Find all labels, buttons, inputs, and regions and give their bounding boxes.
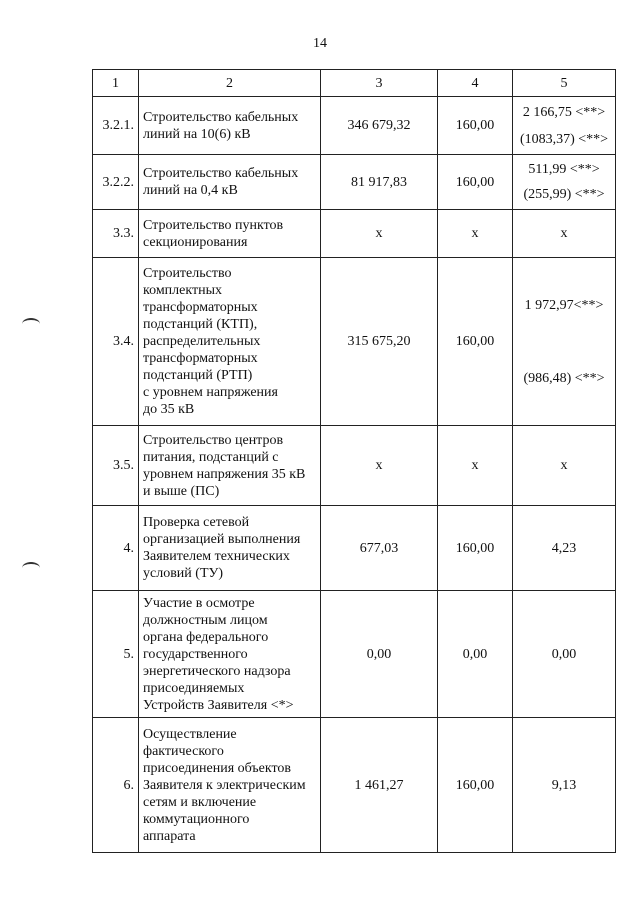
value-col-5	[513, 155, 616, 210]
table-row	[93, 258, 616, 426]
service-name-line: и выше (ПС)	[143, 483, 220, 499]
value-col-4: 160,00	[438, 506, 513, 591]
value-col-4: х	[438, 426, 513, 506]
value-col-3: 677,03	[321, 506, 438, 591]
service-name-line: энергетического надзора	[143, 663, 291, 679]
row-number: 3.4.	[93, 258, 139, 426]
service-name-line: условий (ТУ)	[143, 566, 224, 581]
service-name-line: Заявителя к электрическим	[143, 777, 306, 793]
table-header-row	[93, 70, 616, 97]
service-name	[139, 258, 321, 426]
service-name-line: аппарата	[143, 828, 196, 844]
value-col-5-line: (255,99) <**>	[523, 187, 605, 202]
service-name	[139, 591, 321, 718]
service-name-line: линий на 0,4 кВ	[143, 183, 238, 198]
service-name-line: до 35 кВ	[143, 402, 195, 417]
table-row	[93, 506, 616, 591]
service-name-line: распределительных	[143, 334, 261, 349]
service-name-line: с уровнем напряжения	[143, 385, 278, 400]
row-number: 6.	[93, 718, 139, 853]
service-name-line: подстанций (РТП)	[143, 368, 253, 383]
service-name-line: питания, подстанций с	[143, 449, 279, 465]
service-name	[139, 155, 321, 210]
value-col-5	[513, 97, 616, 155]
service-name-line: подстанций (КТП),	[143, 317, 258, 332]
value-col-5: 0,00	[513, 591, 616, 718]
row-number: 3.5.	[93, 426, 139, 506]
page-number: 14	[313, 36, 327, 51]
service-name-line: организацией выполнения	[143, 532, 301, 547]
col-header-3: 3	[321, 70, 438, 97]
service-name-line: государственного	[143, 646, 248, 662]
service-name-line: уровнем напряжения 35 кВ	[143, 466, 306, 482]
value-col-4: 160,00	[438, 155, 513, 210]
service-name-line: Строительство	[143, 266, 232, 281]
value-col-4: 160,00	[438, 97, 513, 155]
value-col-3: х	[321, 210, 438, 258]
row-number: 3.3.	[93, 210, 139, 258]
value-col-5	[513, 258, 616, 426]
service-name-line: фактического	[143, 743, 224, 759]
value-col-3: х	[321, 426, 438, 506]
service-name-line: комплектных	[143, 283, 223, 298]
binding-hole-mark	[22, 562, 40, 574]
value-col-5-line: 511,99 <**>	[528, 162, 600, 177]
table-row	[93, 97, 616, 155]
value-col-5-line: 2 166,75 <**>	[522, 104, 606, 120]
service-name-line: линий на 10(6) кВ	[143, 126, 251, 142]
table-row	[93, 591, 616, 718]
col-header-2: 2	[139, 70, 321, 97]
service-name-line: Строительство кабельных	[143, 166, 299, 181]
service-name-line: Устройств Заявителя <*>	[143, 697, 294, 713]
value-col-5: 4,23	[513, 506, 616, 591]
value-col-4: х	[438, 210, 513, 258]
service-name-line: сетям и включение	[143, 794, 257, 810]
service-name	[139, 426, 321, 506]
service-name-line: Осуществление	[143, 726, 237, 742]
service-name-line: секционирования	[143, 234, 248, 250]
row-number: 3.2.2.	[93, 155, 139, 210]
value-col-5-line: (986,48) <**>	[523, 370, 605, 386]
value-col-4: 0,00	[438, 591, 513, 718]
service-name-line: должностным лицом	[143, 612, 268, 628]
col-header-4: 4	[438, 70, 513, 97]
col-header-1: 1	[93, 70, 139, 97]
value-col-5: х	[513, 426, 616, 506]
service-name	[139, 97, 321, 155]
service-name	[139, 210, 321, 258]
binding-hole-mark	[22, 318, 40, 330]
value-col-5: х	[513, 210, 616, 258]
row-number: 3.2.1.	[93, 97, 139, 155]
service-name-line: Участие в осмотре	[143, 595, 255, 611]
value-col-5: 9,13	[513, 718, 616, 853]
value-col-3: 346 679,32	[321, 97, 438, 155]
service-name	[139, 718, 321, 853]
row-number: 4.	[93, 506, 139, 591]
value-col-5-line: (1083,37) <**>	[519, 131, 609, 147]
table-row	[93, 426, 616, 506]
col-header-5: 5	[513, 70, 616, 97]
value-col-3: 315 675,20	[321, 258, 438, 426]
value-col-4: 160,00	[438, 258, 513, 426]
value-col-3: 0,00	[321, 591, 438, 718]
service-name-line: коммутационного	[143, 811, 250, 827]
value-col-4: 160,00	[438, 718, 513, 853]
service-name-line: трансформаторных	[143, 351, 258, 366]
service-name-line: присоединяемых	[143, 680, 245, 696]
table-row	[93, 155, 616, 210]
value-col-3: 1 461,27	[321, 718, 438, 853]
service-name-line: Проверка сетевой	[143, 515, 250, 530]
service-name-line: органа федерального	[143, 629, 269, 645]
service-name	[139, 506, 321, 591]
service-name-line: трансформаторных	[143, 300, 258, 315]
service-name-line: Заявителем технических	[143, 549, 290, 564]
row-number: 5.	[93, 591, 139, 718]
value-col-3: 81 917,83	[321, 155, 438, 210]
table-row	[93, 718, 616, 853]
service-name-line: присоединения объектов	[143, 760, 292, 776]
tariff-table	[92, 69, 616, 853]
value-col-5-line: 1 972,97<**>	[524, 297, 604, 313]
table-row	[93, 210, 616, 258]
service-name-line: Строительство пунктов	[143, 217, 284, 233]
service-name-line: Строительство кабельных	[143, 109, 299, 125]
service-name-line: Строительство центров	[143, 432, 284, 448]
